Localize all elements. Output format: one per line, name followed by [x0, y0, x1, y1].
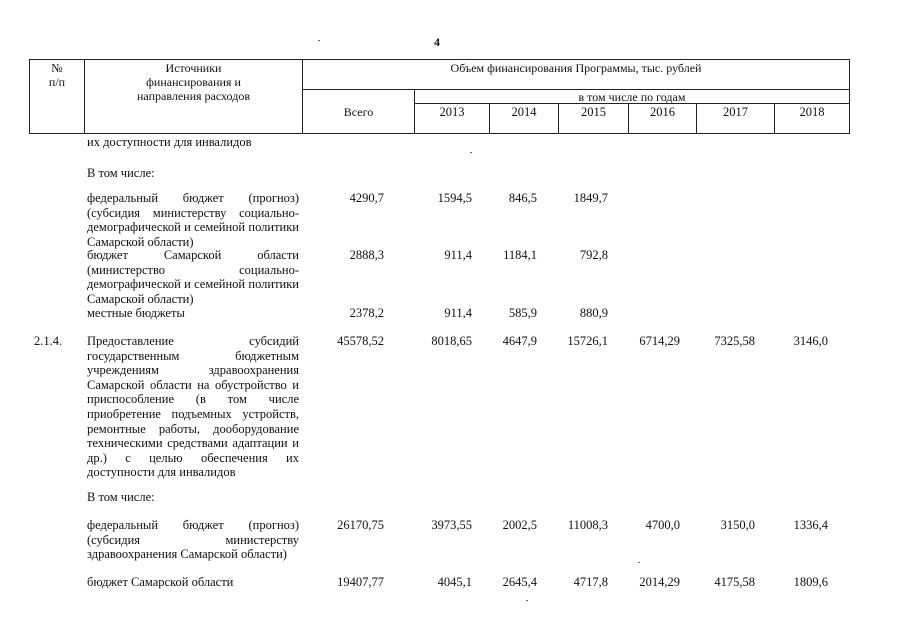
header-year-2018: 2018 [799, 105, 825, 119]
row-2015: 4717,8 [573, 575, 608, 589]
header-by-year: в том числе по годам [578, 90, 686, 104]
row-total: 19407,77 [337, 575, 384, 589]
row-2013: 911,4 [444, 306, 472, 320]
header-rule-right [849, 59, 850, 134]
row-2014: 2002,5 [502, 518, 537, 532]
row-total: 4290,7 [349, 191, 384, 205]
row-2018: 1336,4 [793, 518, 828, 532]
row-source-text: Предоставление субсидий государственным бюджетным учреждениям здравоохранения Самарской области на обустройство и приспособление (в том числе приобретение подъемных устройств, ремонтные работы, дооборудование техническими средствами адаптации и др.) с целью обеспечения их доступности для инвалидов [87, 334, 299, 480]
header-volume-title: Объем финансирования Программы, тыс. рублей [450, 61, 702, 75]
including-label-2: В том числе: [87, 490, 155, 504]
row-2013: 3973,55 [431, 518, 472, 532]
scan-speck [470, 152, 472, 153]
row-source-text: бюджет Самарской области (министерство социально-демографической и семейной политики Самарской области) [87, 248, 299, 306]
row-2014: 585,9 [508, 306, 537, 320]
row-source-text: местные бюджеты [87, 306, 185, 320]
header-year-2013: 2013 [439, 105, 465, 119]
continuation-text: их доступности для инвалидов [87, 135, 252, 149]
row-2013: 8018,65 [431, 334, 472, 348]
table-header [0, 0, 905, 140]
row-source-text: федеральный бюджет (прогноз) (субсидия министерству социально-демографической и семейной политики Самарской области) [87, 191, 299, 249]
row-2018: 1809,6 [793, 575, 828, 589]
row-2014: 1184,1 [503, 248, 537, 262]
scan-speck [638, 562, 640, 563]
header-year-2017: 2017 [723, 105, 748, 119]
row-2016: 4700,0 [645, 518, 680, 532]
row-2014: 4647,9 [502, 334, 537, 348]
row-source-text: федеральный бюджет (прогноз) (субсидия министерству здравоохранения Самарской области) [87, 518, 299, 562]
row-2015: 792,8 [579, 248, 608, 262]
scan-speck [526, 600, 528, 601]
header-total: Всего [343, 105, 374, 119]
row-2013: 4045,1 [437, 575, 472, 589]
row-2017: 4175,58 [714, 575, 755, 589]
row-2015: 11008,3 [567, 518, 608, 532]
row-2016: 6714,29 [639, 334, 680, 348]
row-number: 2.1.4. [34, 334, 63, 348]
row-total: 26170,75 [337, 518, 384, 532]
page-number: 4 [434, 35, 440, 49]
row-2018: 3146,0 [793, 334, 828, 348]
row-2014: 846,5 [508, 191, 537, 205]
including-label-1: В том числе: [87, 166, 155, 180]
header-year-2016: 2016 [650, 105, 675, 119]
row-2017: 7325,58 [714, 334, 755, 348]
header-top-rule [29, 59, 850, 60]
row-2014: 2645,4 [502, 575, 537, 589]
row-2013: 911,4 [444, 248, 472, 262]
row-2013: 1594,5 [437, 191, 472, 205]
scan-speck [318, 40, 320, 41]
header-year-2015: 2015 [581, 105, 606, 119]
header-number-col: № п/п [48, 61, 66, 89]
row-2015: 880,9 [579, 306, 608, 320]
row-total: 45578,52 [337, 334, 384, 348]
header-year-2014: 2014 [511, 105, 537, 119]
row-2015: 1849,7 [573, 191, 608, 205]
row-total: 2378,2 [349, 306, 384, 320]
row-source-text: бюджет Самарской области [87, 575, 234, 589]
row-2017: 3150,0 [720, 518, 755, 532]
row-2016: 2014,29 [639, 575, 680, 589]
header-source-col: Источники финансирования и направления расходов [137, 61, 250, 103]
row-total: 2888,3 [349, 248, 384, 262]
row-2015: 15726,1 [567, 334, 608, 348]
header-bottom-rule [29, 133, 850, 134]
